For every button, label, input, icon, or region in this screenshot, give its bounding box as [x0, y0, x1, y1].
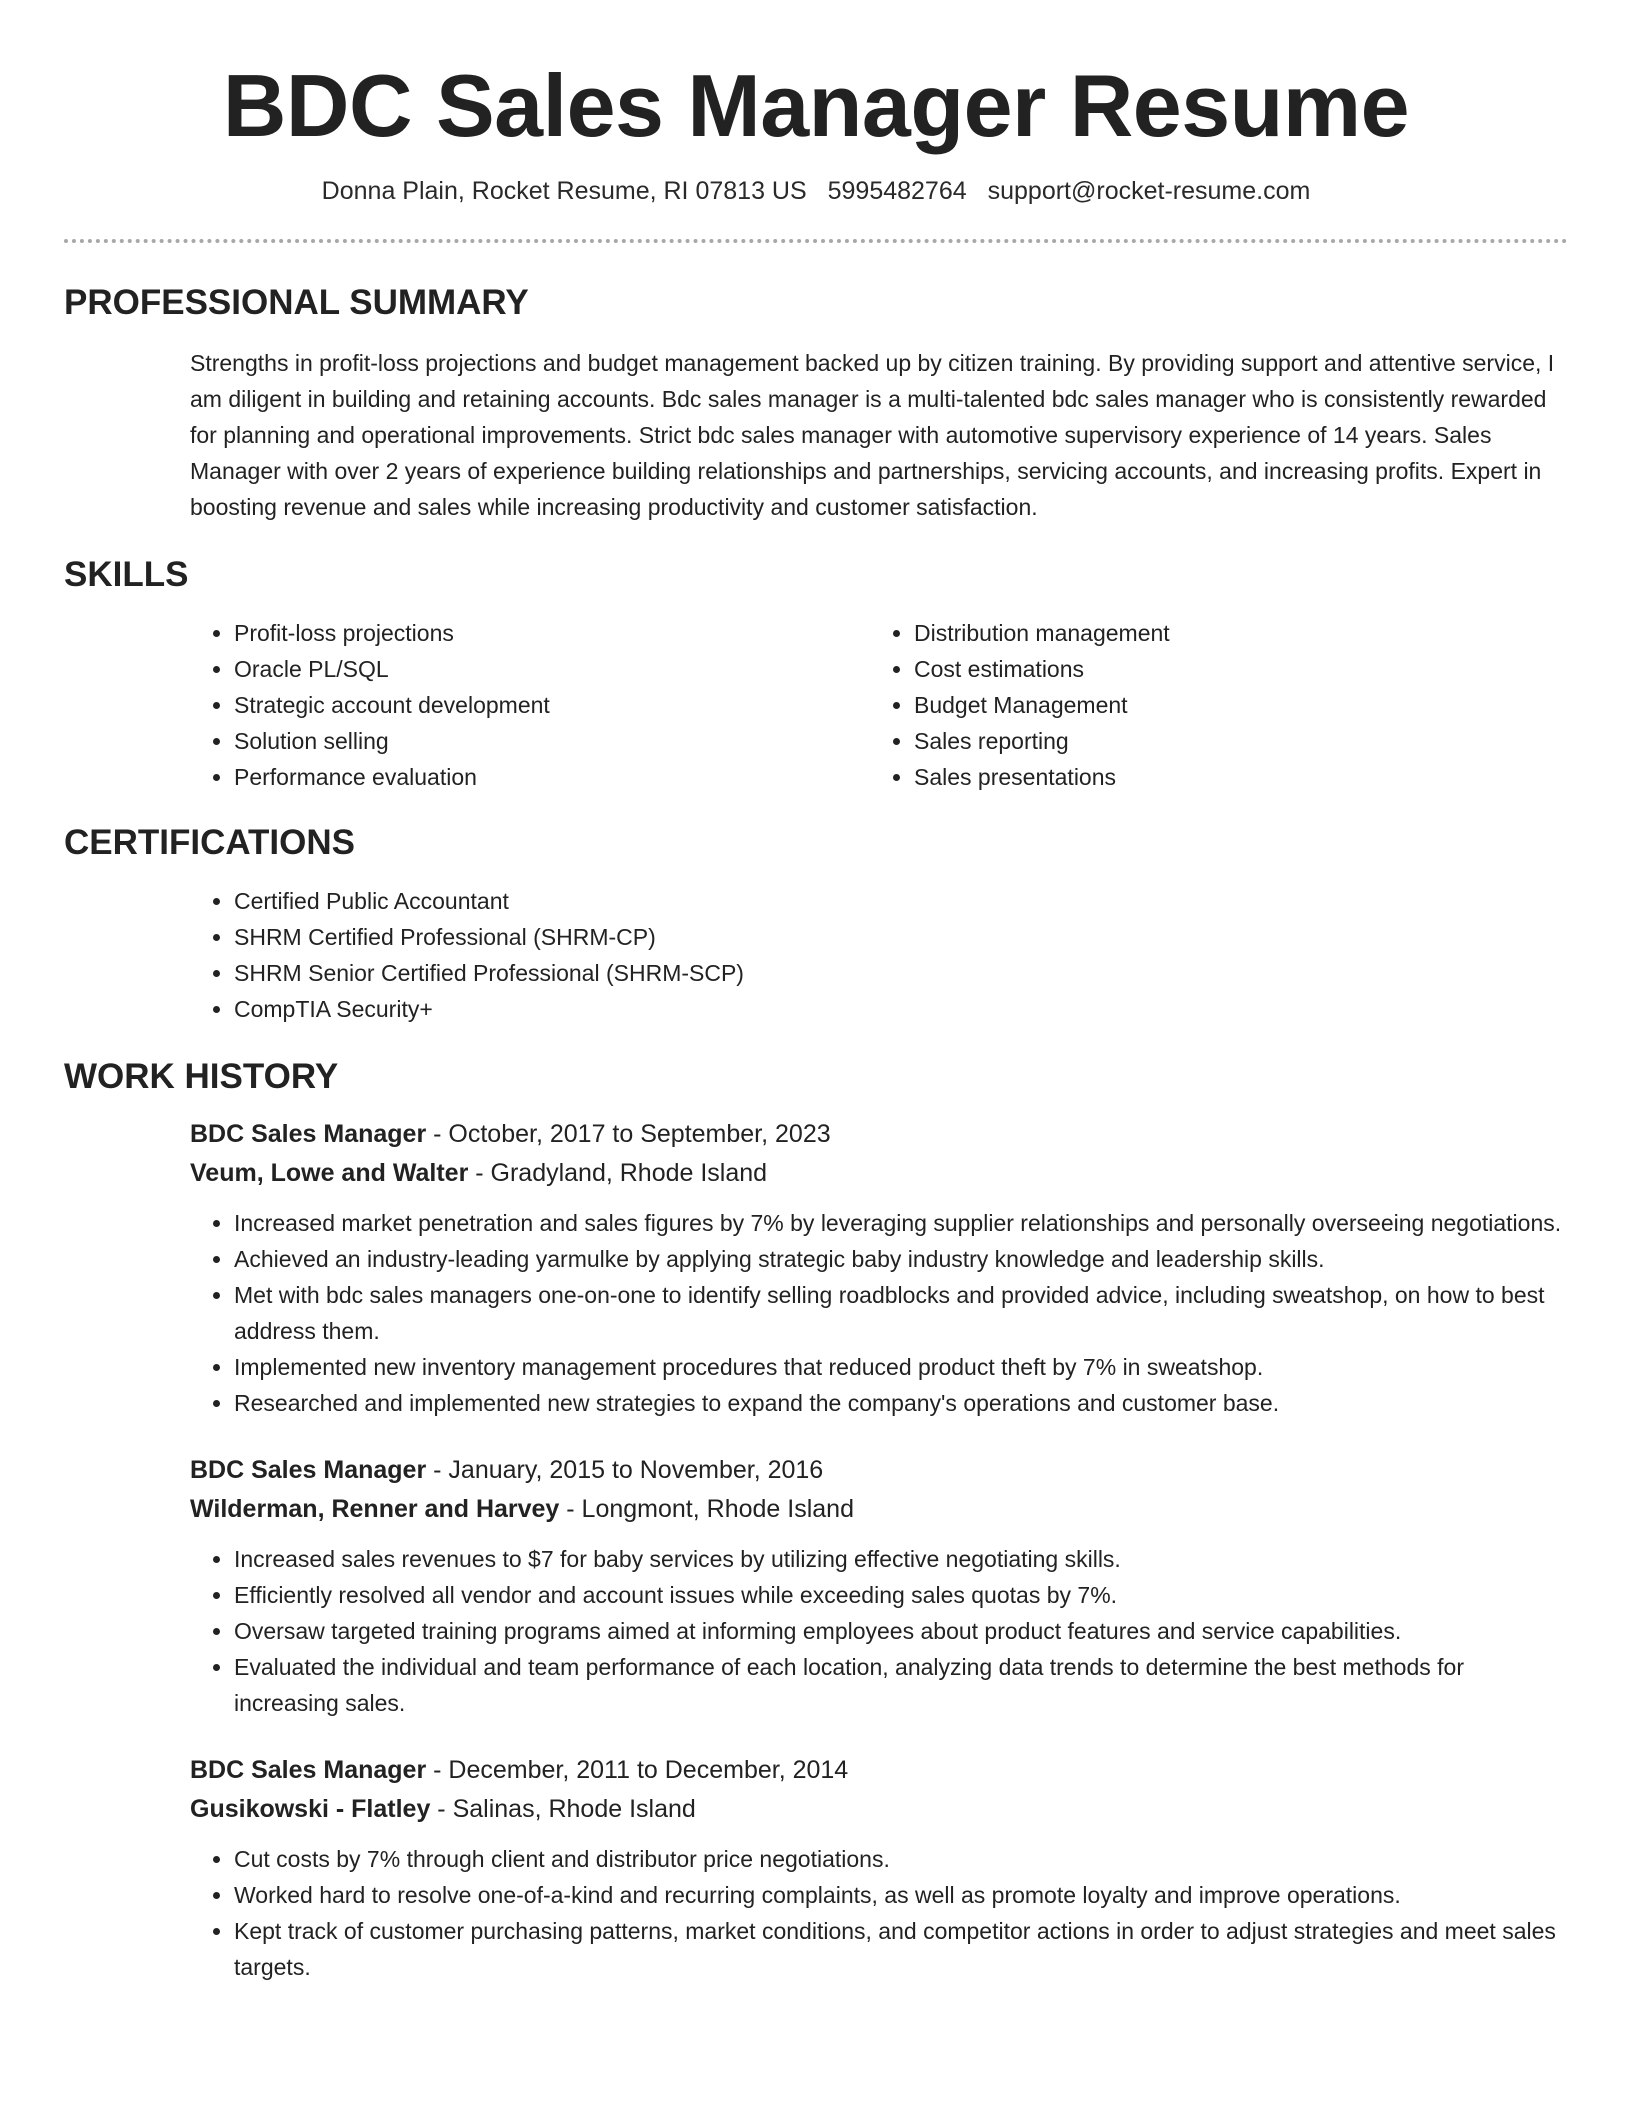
certification-item: • SHRM Certified Professional (SHRM-CP) — [234, 919, 1568, 955]
skills-heading: SKILLS — [64, 555, 189, 594]
resume-page — [64, 0, 1568, 1985]
certifications-section — [64, 821, 1568, 1027]
job-bullet: • Increased sales revenues to $7 for baby services by utilizing effective negotiating skills. — [234, 1541, 1568, 1577]
skills-list-left — [190, 615, 870, 795]
job-company-line — [190, 1154, 1568, 1193]
header-divider — [64, 239, 1568, 243]
job-bullets — [190, 1541, 1568, 1721]
job-title-line — [190, 1451, 1568, 1490]
summary-section — [64, 281, 1568, 525]
skill-item: • Distribution management — [914, 615, 1550, 651]
skill-item: • Oracle PL/SQL — [234, 651, 870, 687]
certifications-list — [190, 883, 1568, 1027]
job-bullet: • Achieved an industry-leading yarmulke by applying strategic baby industry knowledge and leadership skills. — [234, 1241, 1568, 1277]
job-bullet: • Cut costs by 7% through client and distributor price negotiations. — [234, 1841, 1568, 1877]
contact-address: Donna Plain, Rocket Resume, RI 07813 US — [321, 177, 807, 205]
summary-text: Strengths in profit-loss projections and budget management backed up by citizen training. By providing support and attentive service, I am diligent in building and retaining accounts. Bdc sales manager is a multi-talented bdc sales manager who is consistently rewarded for planning and operational improvements. Strict bdc sales manager with automotive supervisory experience of 14 years. Sales Manager with over 2 years of experience building relationships and partnerships, servicing accounts, and increasing profits. Expert in boosting revenue and sales while increasing productivity and customer satisfaction. — [190, 350, 1555, 520]
skill-item: • Profit-loss projections — [234, 615, 870, 651]
job-company-line — [190, 1490, 1568, 1529]
job-company-line — [190, 1790, 1568, 1829]
job-dates: - October, 2017 to September, 2023 — [426, 1120, 831, 1148]
skill-item: • Sales reporting — [914, 723, 1550, 759]
job-bullet: • Worked hard to resolve one-of-a-kind and recurring complaints, as well as promote loyalty and improve operations. — [234, 1877, 1568, 1913]
job-dates: - January, 2015 to November, 2016 — [426, 1456, 824, 1484]
job-location: - Longmont, Rhode Island — [559, 1495, 854, 1523]
certification-item: • Certified Public Accountant — [234, 883, 1568, 919]
job-entry — [190, 1751, 1568, 1985]
job-bullets — [190, 1841, 1568, 1985]
job-bullet: • Efficiently resolved all vendor and account issues while exceeding sales quotas by 7%. — [234, 1577, 1568, 1613]
job-location: - Salinas, Rhode Island — [430, 1795, 696, 1823]
work-history-heading: WORK HISTORY — [64, 1057, 339, 1096]
job-location: - Gradyland, Rhode Island — [468, 1159, 768, 1187]
job-title-line — [190, 1751, 1568, 1790]
job-entry — [190, 1115, 1568, 1421]
job-company: Gusikowski - Flatley — [190, 1795, 431, 1823]
job-bullet: • Oversaw targeted training programs aimed at informing employees about product features and service capabilities. — [234, 1613, 1568, 1649]
skills-section — [64, 553, 1568, 795]
job-bullet: • Met with bdc sales managers one-on-one to identify selling roadblocks and provided advice, including sweatshop, on how to best address them. — [234, 1277, 1568, 1349]
work-history-section — [64, 1055, 1568, 1985]
job-bullets — [190, 1205, 1568, 1421]
certification-item: • SHRM Senior Certified Professional (SHRM-SCP) — [234, 955, 1568, 991]
skill-item: • Cost estimations — [914, 651, 1550, 687]
skill-item: • Sales presentations — [914, 759, 1550, 795]
resume-title: BDC Sales Manager Resume — [222, 56, 1410, 155]
skills-list-right — [870, 615, 1550, 795]
certifications-heading: CERTIFICATIONS — [64, 823, 356, 862]
job-title: BDC Sales Manager — [190, 1756, 427, 1784]
skill-item: • Solution selling — [234, 723, 870, 759]
job-bullet: • Evaluated the individual and team performance of each location, analyzing data trends to determine the best methods for increasing sales. — [234, 1649, 1568, 1721]
job-bullet: • Kept track of customer purchasing patterns, market conditions, and competitor actions in order to adjust strategies and meet sales targets. — [234, 1913, 1568, 1985]
skills-grid — [190, 615, 1568, 795]
job-entry — [190, 1451, 1568, 1721]
certifications-body — [190, 883, 1568, 1027]
certification-item: • CompTIA Security+ — [234, 991, 1568, 1027]
job-company: Wilderman, Renner and Harvey — [190, 1495, 560, 1523]
job-bullet: • Increased market penetration and sales figures by 7% by leveraging supplier relationships and personally overseeing negotiations. — [234, 1205, 1568, 1241]
summary-heading: PROFESSIONAL SUMMARY — [64, 283, 529, 322]
job-dates: - December, 2011 to December, 2014 — [426, 1756, 849, 1784]
skill-item: • Strategic account development — [234, 687, 870, 723]
contact-phone: 5995482764 — [827, 177, 967, 205]
job-title-line — [190, 1115, 1568, 1154]
job-title: BDC Sales Manager — [190, 1120, 427, 1148]
job-title: BDC Sales Manager — [190, 1456, 427, 1484]
job-bullet: • Researched and implemented new strategies to expand the company's operations and customer base. — [234, 1385, 1568, 1421]
skill-item: • Performance evaluation — [234, 759, 870, 795]
skill-item: • Budget Management — [914, 687, 1550, 723]
job-bullet: • Implemented new inventory management procedures that reduced product theft by 7% in sweatshop. — [234, 1349, 1568, 1385]
job-company: Veum, Lowe and Walter — [190, 1159, 469, 1187]
contact-line — [64, 174, 1568, 208]
contact-email: support@rocket-resume.com — [987, 177, 1311, 205]
